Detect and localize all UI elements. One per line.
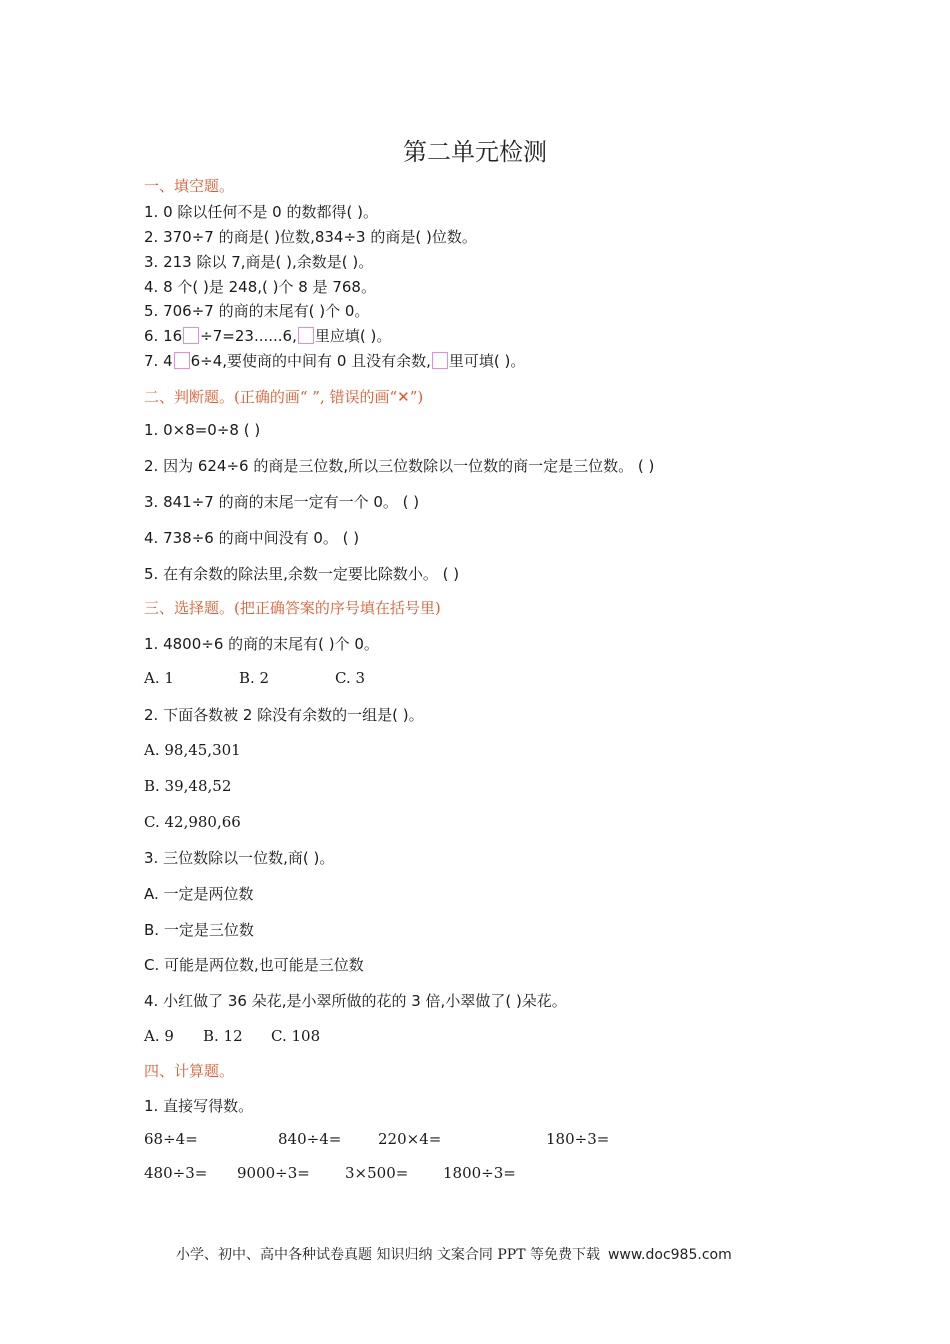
choice-question-3: 3. 三位数除以一位数,商( )。: [144, 849, 335, 867]
fill-question-5: 5. 706÷7 的商的末尾有( )个 0。: [144, 302, 370, 320]
choice-2-option-a: A. 98,45,301: [144, 741, 241, 759]
fill-question-7-part-b: 6÷4,要使商的中间有 0 且没有余数,: [190, 352, 431, 370]
calc-question-1: 1. 直接写得数。: [144, 1097, 254, 1115]
calc-item: 480÷3=: [144, 1164, 208, 1182]
fill-question-6-part-c: 里应填( )。: [314, 327, 392, 345]
page-footer: [176, 1244, 732, 1264]
choice-2-option-b: B. 39,48,52: [144, 777, 232, 795]
fill-question-4: 4. 8 个( )是 248,( )个 8 是 768。: [144, 278, 376, 296]
section-fill-heading: 一、填空题。: [144, 177, 235, 195]
judge-question-1: 1. 0×8=0÷8 ( ): [144, 421, 261, 439]
fill-question-7-part-c: 里可填( )。: [448, 352, 526, 370]
calc-item: 840÷4=: [278, 1130, 342, 1148]
footer-text: 小学、初中、高中各种试卷真题 知识归纳 文案合同 PPT 等免费下载: [176, 1247, 600, 1263]
calc-item: 1800÷3=: [443, 1164, 516, 1182]
choice-1-option-b: B. 2: [239, 669, 270, 687]
choice-question-4: 4. 小红做了 36 朵花,是小翠所做的花的 3 倍,小翠做了( )朵花。: [144, 992, 567, 1010]
choice-3-option-c: C. 可能是两位数,也可能是三位数: [144, 956, 364, 974]
judge-question-3: 3. 841÷7 的商的末尾一定有一个 0。 ( ): [144, 493, 420, 511]
choice-4-option-a: A. 9: [144, 1027, 174, 1045]
choice-question-1: 1. 4800÷6 的商的末尾有( )个 0。: [144, 635, 379, 653]
blank-box: [174, 352, 190, 369]
calc-item: 180÷3=: [546, 1130, 610, 1148]
choice-1-option-a: A. 1: [144, 669, 174, 687]
section-judge-heading: 二、判断题。(正确的画“ ”, 错误的画“✕”): [144, 388, 424, 406]
blank-box: [432, 352, 448, 369]
choice-2-option-c: C. 42,980,66: [144, 813, 241, 831]
calc-item: 3×500=: [345, 1164, 409, 1182]
fill-question-6-part-b: ÷7=23......6,: [200, 327, 297, 345]
section-choice-heading: 三、选择题。(把正确答案的序号填在括号里): [144, 599, 441, 617]
judge-question-4: 4. 738÷6 的商中间没有 0。 ( ): [144, 529, 360, 547]
choice-4-option-c: C. 108: [271, 1027, 321, 1045]
fill-question-1: 1. 0 除以任何不是 0 的数都得( )。: [144, 203, 378, 221]
calc-item: 9000÷3=: [237, 1164, 310, 1182]
fill-question-3: 3. 213 除以 7,商是( ),余数是( )。: [144, 253, 374, 271]
choice-1-option-c: C. 3: [335, 669, 366, 687]
choice-4-option-b: B. 12: [203, 1027, 243, 1045]
fill-question-7-part-a: 7. 4: [144, 352, 173, 370]
judge-question-5: 5. 在有余数的除法里,余数一定要比除数小。 ( ): [144, 565, 460, 583]
section-calc-heading: 四、计算题。: [144, 1062, 235, 1080]
choice-3-option-a: A. 一定是两位数: [144, 885, 254, 903]
fill-question-7: [144, 351, 525, 371]
blank-box: [298, 327, 314, 344]
blank-box: [183, 327, 199, 344]
judge-question-2: 2. 因为 624÷6 的商是三位数,所以三位数除以一位数的商一定是三位数。 ( ): [144, 457, 655, 475]
calc-item: 68÷4=: [144, 1130, 198, 1148]
choice-3-option-b: B. 一定是三位数: [144, 921, 254, 939]
fill-question-6: [144, 326, 391, 346]
calc-item: 220×4=: [378, 1130, 442, 1148]
fill-question-6-part-a: 6. 16: [144, 327, 183, 345]
choice-question-2: 2. 下面各数被 2 除没有余数的一组是( )。: [144, 706, 424, 724]
footer-url[interactable]: www.doc985.com: [607, 1247, 732, 1263]
fill-question-2: 2. 370÷7 的商是( )位数,834÷3 的商是( )位数。: [144, 228, 477, 246]
page-title: 第二单元检测: [403, 138, 547, 166]
